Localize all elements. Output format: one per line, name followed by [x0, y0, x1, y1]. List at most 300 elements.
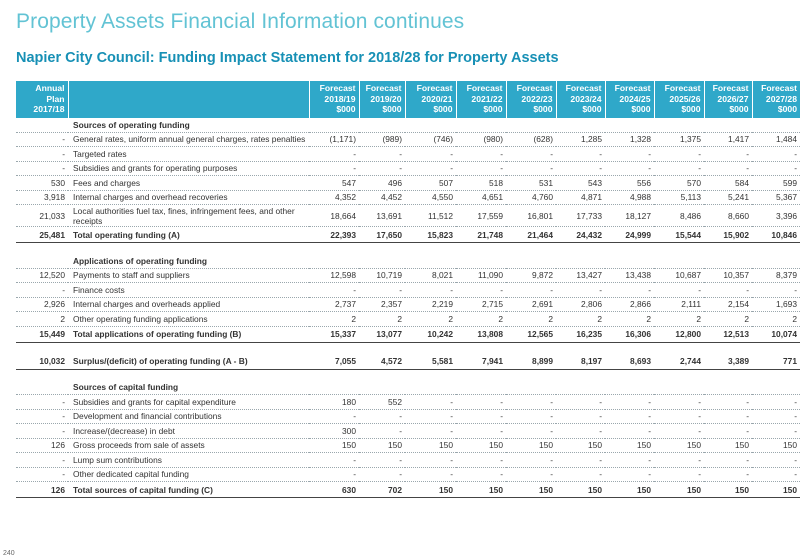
forecast-cell: 4,871 [556, 190, 605, 205]
forecast-cell: 1,693 [752, 297, 800, 312]
forecast-cell: 150 [506, 438, 556, 453]
table-row [16, 268, 800, 283]
header-line: Forecast [761, 83, 797, 94]
forecast-cell: 13,427 [556, 268, 605, 283]
header-line: Forecast [664, 83, 701, 94]
forecast-cell: - [359, 147, 405, 162]
annual-plan-cell: 3,918 [16, 190, 68, 205]
forecast-cell: - [309, 467, 359, 482]
forecast-cell: - [405, 283, 456, 298]
forecast-cell: - [605, 395, 654, 410]
forecast-cell [405, 381, 456, 395]
forecast-cell: 4,651 [456, 190, 506, 205]
forecast-cell: - [752, 283, 800, 298]
annual-plan-cell: 2 [16, 312, 68, 327]
forecast-cell: - [752, 161, 800, 176]
forecast-cell: 150 [405, 438, 456, 453]
forecast-cell [704, 118, 752, 132]
forecast-cell [359, 381, 405, 395]
forecast-cell: 16,235 [556, 326, 605, 342]
forecast-cell: - [752, 147, 800, 162]
row-label: Gross proceeds from sale of assets [68, 438, 309, 453]
forecast-cell: - [752, 424, 800, 439]
column-header-year [506, 81, 556, 118]
header-line: $000 [433, 104, 453, 115]
row-label: Lump sum contributions [68, 453, 309, 468]
forecast-cell: - [456, 161, 506, 176]
forecast-cell: - [752, 453, 800, 468]
column-header-year [704, 81, 752, 118]
forecast-cell [405, 254, 456, 268]
forecast-cell: - [704, 147, 752, 162]
forecast-cell: 22,393 [309, 227, 359, 243]
row-label: Surplus/(deficit) of operating funding (A - B) [68, 354, 309, 370]
row-label: Fees and charges [68, 176, 309, 191]
column-header-year [309, 81, 359, 118]
forecast-cell: 7,941 [456, 354, 506, 370]
forecast-cell: 13,808 [456, 326, 506, 342]
forecast-cell: - [654, 409, 704, 424]
forecast-cell: 10,074 [752, 326, 800, 342]
table-row [16, 395, 800, 410]
forecast-cell: - [456, 395, 506, 410]
row-label: Finance costs [68, 283, 309, 298]
annual-plan-cell: - [16, 409, 68, 424]
forecast-cell: - [506, 409, 556, 424]
header-line: Forecast [565, 83, 602, 94]
forecast-cell [506, 254, 556, 268]
forecast-cell: 2 [506, 312, 556, 327]
row-label: Total applications of operating funding (B) [68, 326, 309, 342]
forecast-cell: - [556, 467, 605, 482]
forecast-cell: 2 [359, 312, 405, 327]
forecast-cell: 2,691 [506, 297, 556, 312]
forecast-cell: 8,660 [704, 205, 752, 227]
forecast-cell: 150 [556, 438, 605, 453]
forecast-cell: 1,285 [556, 132, 605, 147]
forecast-cell: 2,737 [309, 297, 359, 312]
forecast-cell: - [405, 453, 456, 468]
row-label: Subsidies and grants for capital expenditure [68, 395, 309, 410]
forecast-cell: 21,748 [456, 227, 506, 243]
column-header-year [752, 81, 800, 118]
forecast-cell: - [704, 161, 752, 176]
forecast-cell: - [752, 395, 800, 410]
statement-title: Napier City Council: Funding Impact Statement for 2018/28 for Property Assets [16, 50, 559, 66]
forecast-cell: - [654, 161, 704, 176]
forecast-cell: (628) [506, 132, 556, 147]
forecast-cell: - [405, 161, 456, 176]
forecast-cell: - [556, 424, 605, 439]
forecast-cell [654, 381, 704, 395]
forecast-cell: 12,800 [654, 326, 704, 342]
forecast-cell: - [704, 395, 752, 410]
row-label: Sources of capital funding [68, 381, 309, 395]
forecast-cell: - [654, 453, 704, 468]
header-line: $000 [582, 104, 602, 115]
forecast-cell: 556 [605, 176, 654, 191]
forecast-cell: 11,090 [456, 268, 506, 283]
annual-plan-cell: 21,033 [16, 205, 68, 227]
annual-plan-cell: - [16, 424, 68, 439]
forecast-cell: 24,999 [605, 227, 654, 243]
forecast-cell: - [654, 467, 704, 482]
annual-plan-cell: - [16, 283, 68, 298]
forecast-cell: 150 [506, 482, 556, 498]
forecast-cell: - [309, 283, 359, 298]
table-row [16, 161, 800, 176]
forecast-cell: - [506, 424, 556, 439]
forecast-cell: 17,650 [359, 227, 405, 243]
forecast-cell: - [405, 147, 456, 162]
forecast-cell: - [654, 147, 704, 162]
forecast-cell [704, 381, 752, 395]
total-row [16, 354, 800, 370]
table-row [16, 132, 800, 147]
table-row [16, 190, 800, 205]
forecast-cell: 13,438 [605, 268, 654, 283]
forecast-cell: 10,357 [704, 268, 752, 283]
forecast-cell: - [556, 161, 605, 176]
forecast-cell [309, 118, 359, 132]
forecast-cell: - [506, 147, 556, 162]
forecast-cell: (1,171) [309, 132, 359, 147]
forecast-cell: - [605, 147, 654, 162]
forecast-cell: - [556, 409, 605, 424]
forecast-cell: 11,512 [405, 205, 456, 227]
forecast-cell: - [506, 395, 556, 410]
forecast-cell: 180 [309, 395, 359, 410]
forecast-cell: - [456, 283, 506, 298]
forecast-cell: 4,572 [359, 354, 405, 370]
column-header-year [605, 81, 654, 118]
forecast-cell [556, 381, 605, 395]
forecast-cell: - [309, 147, 359, 162]
header-line: Forecast [516, 83, 553, 94]
forecast-cell [605, 381, 654, 395]
forecast-cell: 1,417 [704, 132, 752, 147]
section-header-row [16, 254, 800, 268]
forecast-cell: 16,801 [506, 205, 556, 227]
forecast-cell: - [506, 283, 556, 298]
page-title: Property Assets Financial Information continues [16, 10, 465, 33]
forecast-cell: 2,866 [605, 297, 654, 312]
header-line: $000 [631, 104, 651, 115]
row-label: Increase/(decrease) in debt [68, 424, 309, 439]
forecast-cell: - [405, 395, 456, 410]
forecast-cell [752, 118, 800, 132]
header-line: 2026/27 [717, 93, 749, 104]
header-line: Annual [35, 83, 65, 94]
forecast-cell: 18,127 [605, 205, 654, 227]
forecast-cell: 4,452 [359, 190, 405, 205]
forecast-cell: - [556, 283, 605, 298]
forecast-cell: 15,544 [654, 227, 704, 243]
row-label: Local authorities fuel tax, fines, infringement fees, and other receipts [68, 205, 309, 227]
annual-plan-cell: - [16, 453, 68, 468]
annual-plan-cell: 126 [16, 482, 68, 498]
forecast-cell: 24,432 [556, 227, 605, 243]
forecast-cell: 150 [359, 438, 405, 453]
forecast-cell: - [605, 161, 654, 176]
header-line: $000 [382, 104, 402, 115]
table-row [16, 176, 800, 191]
forecast-cell [752, 254, 800, 268]
column-header-year [405, 81, 456, 118]
annual-plan-cell: 10,032 [16, 354, 68, 370]
annual-plan-cell: 25,481 [16, 227, 68, 243]
forecast-cell: - [605, 283, 654, 298]
spacer-row [16, 369, 800, 381]
forecast-cell: 599 [752, 176, 800, 191]
row-label: Development and financial contributions [68, 409, 309, 424]
forecast-cell: 5,581 [405, 354, 456, 370]
forecast-cell: 2 [309, 312, 359, 327]
forecast-cell: - [704, 467, 752, 482]
header-line: 2019/20 [370, 93, 402, 104]
forecast-cell: - [506, 467, 556, 482]
forecast-cell [605, 118, 654, 132]
forecast-cell [309, 254, 359, 268]
forecast-cell: 2,806 [556, 297, 605, 312]
table-row [16, 205, 800, 227]
forecast-cell [456, 254, 506, 268]
forecast-cell: - [654, 395, 704, 410]
header-line: $000 [729, 104, 749, 115]
forecast-cell: 2 [556, 312, 605, 327]
forecast-cell: - [456, 424, 506, 439]
section-header-row [16, 381, 800, 395]
spacer-cell [16, 243, 800, 255]
forecast-cell: (746) [405, 132, 456, 147]
forecast-cell: - [359, 424, 405, 439]
forecast-cell: 570 [654, 176, 704, 191]
forecast-cell: 543 [556, 176, 605, 191]
forecast-cell [704, 254, 752, 268]
annual-plan-cell: 12,520 [16, 268, 68, 283]
forecast-cell: 2,219 [405, 297, 456, 312]
forecast-cell: 1,484 [752, 132, 800, 147]
forecast-cell: 2,154 [704, 297, 752, 312]
forecast-cell: 150 [752, 482, 800, 498]
forecast-cell: - [456, 467, 506, 482]
forecast-cell: 12,513 [704, 326, 752, 342]
forecast-cell: 8,379 [752, 268, 800, 283]
forecast-cell: 8,021 [405, 268, 456, 283]
forecast-cell: 518 [456, 176, 506, 191]
forecast-cell: 507 [405, 176, 456, 191]
forecast-cell: 150 [654, 438, 704, 453]
page-number: 240 [3, 550, 15, 557]
forecast-cell: 3,396 [752, 205, 800, 227]
forecast-cell: 2,357 [359, 297, 405, 312]
forecast-cell: 10,846 [752, 227, 800, 243]
total-row [16, 227, 800, 243]
header-line: $000 [483, 104, 503, 115]
forecast-cell: 150 [456, 438, 506, 453]
row-label: General rates, uniform annual general charges, rates penalties [68, 132, 309, 147]
forecast-cell: - [605, 424, 654, 439]
forecast-cell: 2 [704, 312, 752, 327]
forecast-cell: - [605, 467, 654, 482]
forecast-cell: 4,550 [405, 190, 456, 205]
forecast-cell: 4,352 [309, 190, 359, 205]
forecast-cell: - [556, 453, 605, 468]
forecast-cell: 12,565 [506, 326, 556, 342]
forecast-cell: - [704, 424, 752, 439]
forecast-cell: 7,055 [309, 354, 359, 370]
header-line: Forecast [365, 83, 402, 94]
annual-plan-cell: 530 [16, 176, 68, 191]
forecast-cell: 150 [704, 438, 752, 453]
table-row [16, 409, 800, 424]
annual-plan-cell: - [16, 147, 68, 162]
forecast-cell: 10,687 [654, 268, 704, 283]
forecast-cell: 2 [654, 312, 704, 327]
forecast-cell: - [359, 161, 405, 176]
forecast-cell: (989) [359, 132, 405, 147]
table-row [16, 283, 800, 298]
forecast-cell: 2,111 [654, 297, 704, 312]
forecast-cell: 13,077 [359, 326, 405, 342]
row-label: Payments to staff and suppliers [68, 268, 309, 283]
forecast-cell: 17,733 [556, 205, 605, 227]
forecast-cell: 1,328 [605, 132, 654, 147]
forecast-cell [556, 118, 605, 132]
header-line: 2025/26 [669, 93, 701, 104]
header-line: $000 [777, 104, 797, 115]
header-line: Forecast [416, 83, 453, 94]
forecast-cell: 4,988 [605, 190, 654, 205]
forecast-cell: 10,719 [359, 268, 405, 283]
header-line: $000 [533, 104, 553, 115]
row-label: Internal charges and overhead recoveries [68, 190, 309, 205]
annual-plan-cell [16, 118, 68, 132]
forecast-cell: - [309, 161, 359, 176]
forecast-cell: - [704, 283, 752, 298]
forecast-cell: - [359, 467, 405, 482]
annual-plan-cell: - [16, 132, 68, 147]
forecast-cell: 5,367 [752, 190, 800, 205]
forecast-cell: - [405, 424, 456, 439]
forecast-cell: - [704, 453, 752, 468]
forecast-cell [456, 118, 506, 132]
forecast-cell: 12,598 [309, 268, 359, 283]
forecast-cell: - [752, 409, 800, 424]
annual-plan-cell [16, 254, 68, 268]
forecast-cell: - [456, 453, 506, 468]
row-label: Total sources of capital funding (C) [68, 482, 309, 498]
annual-plan-cell: - [16, 395, 68, 410]
forecast-cell: 2 [605, 312, 654, 327]
forecast-cell [506, 381, 556, 395]
forecast-cell [309, 381, 359, 395]
table-row [16, 147, 800, 162]
table-row [16, 467, 800, 482]
column-header-year [654, 81, 704, 118]
forecast-cell: 10,242 [405, 326, 456, 342]
forecast-cell: 547 [309, 176, 359, 191]
forecast-cell: - [456, 147, 506, 162]
forecast-cell: - [704, 409, 752, 424]
forecast-cell [752, 381, 800, 395]
annual-plan-cell: - [16, 161, 68, 176]
annual-plan-cell: 2,926 [16, 297, 68, 312]
forecast-cell: (980) [456, 132, 506, 147]
header-line: 2018/19 [324, 93, 356, 104]
forecast-cell: - [506, 161, 556, 176]
forecast-cell [405, 118, 456, 132]
spacer-row [16, 342, 800, 354]
forecast-cell: - [605, 453, 654, 468]
forecast-cell: 16,306 [605, 326, 654, 342]
row-label: Targeted rates [68, 147, 309, 162]
forecast-cell: 150 [605, 438, 654, 453]
forecast-cell: 702 [359, 482, 405, 498]
funding-impact-table [16, 81, 800, 498]
row-label: Subsidies and grants for operating purposes [68, 161, 309, 176]
forecast-cell: 531 [506, 176, 556, 191]
forecast-cell [359, 118, 405, 132]
forecast-cell: 13,691 [359, 205, 405, 227]
column-header-label [68, 81, 309, 118]
forecast-cell: 17,559 [456, 205, 506, 227]
table-header-row [16, 81, 800, 118]
column-header-year [359, 81, 405, 118]
header-line: 2024/25 [619, 93, 651, 104]
total-row [16, 482, 800, 498]
forecast-cell: - [456, 409, 506, 424]
row-label: Other operating funding applications [68, 312, 309, 327]
forecast-cell: - [405, 467, 456, 482]
spacer-cell [16, 369, 800, 381]
forecast-cell: - [359, 409, 405, 424]
annual-plan-cell: 15,449 [16, 326, 68, 342]
forecast-cell [359, 254, 405, 268]
forecast-cell: 150 [456, 482, 506, 498]
total-row [16, 326, 800, 342]
forecast-cell: 150 [405, 482, 456, 498]
forecast-cell: 2,715 [456, 297, 506, 312]
table-row [16, 438, 800, 453]
forecast-cell [654, 118, 704, 132]
column-header-year [556, 81, 605, 118]
forecast-cell: - [359, 283, 405, 298]
forecast-cell: 300 [309, 424, 359, 439]
spacer-row [16, 243, 800, 255]
forecast-cell: 8,693 [605, 354, 654, 370]
annual-plan-cell [16, 381, 68, 395]
forecast-cell: 584 [704, 176, 752, 191]
forecast-cell: 18,664 [309, 205, 359, 227]
forecast-cell: 15,902 [704, 227, 752, 243]
forecast-cell: 8,899 [506, 354, 556, 370]
forecast-cell: 1,375 [654, 132, 704, 147]
forecast-cell: 552 [359, 395, 405, 410]
table-row [16, 453, 800, 468]
forecast-cell: 5,113 [654, 190, 704, 205]
forecast-cell: 4,760 [506, 190, 556, 205]
forecast-cell: 150 [309, 438, 359, 453]
header-line: Forecast [712, 83, 749, 94]
header-line: 2023/24 [570, 93, 602, 104]
header-line: 2017/18 [33, 104, 65, 115]
forecast-cell: 2 [456, 312, 506, 327]
table-row [16, 312, 800, 327]
header-line: $000 [681, 104, 701, 115]
header-line: 2022/23 [521, 93, 553, 104]
forecast-cell: 5,241 [704, 190, 752, 205]
